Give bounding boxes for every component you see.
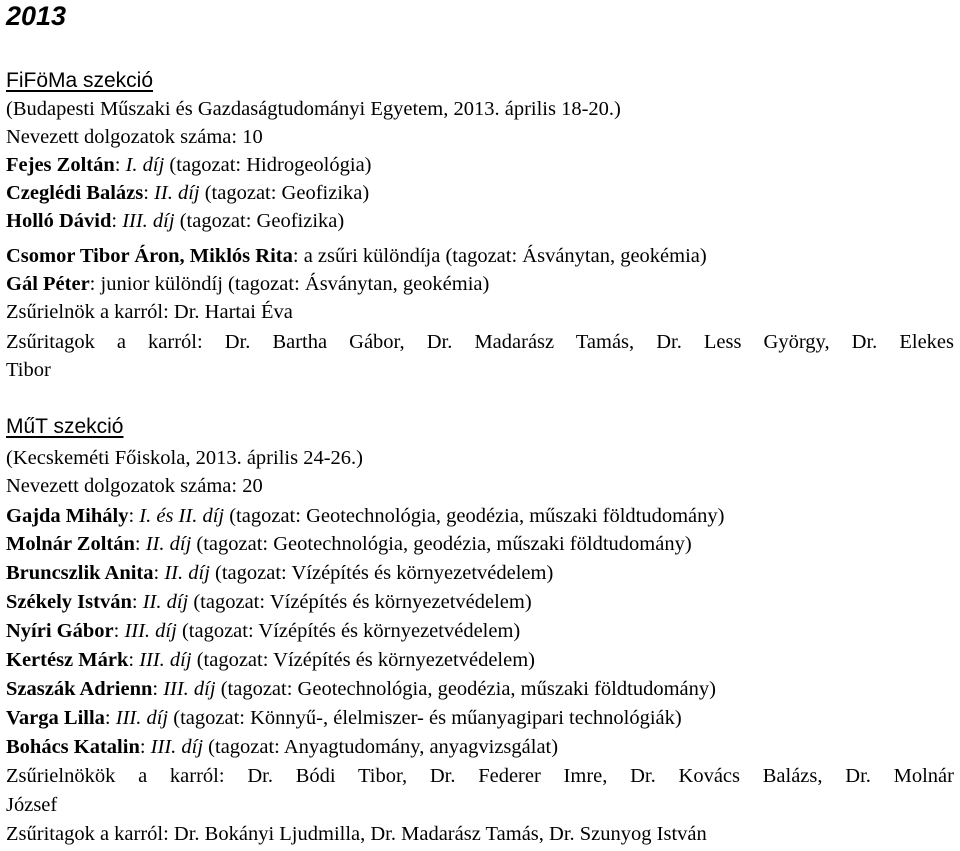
award-track: (tagozat: Geotechnológia, geodézia, műszaki földtudomány): [215, 678, 716, 700]
winner-name: Czeglédi Balázs: [6, 182, 144, 204]
award-track: (tagozat: Geofizika): [199, 182, 370, 204]
award-track: a zsűri különdíja (tagozat: Ásványtan, geokémia): [303, 245, 707, 267]
award-track: (tagozat: Geofizika): [174, 210, 345, 232]
award-track: (tagozat: Vízépítés és környezetvédelem): [188, 591, 532, 613]
winner-name: Kertész Márk: [6, 649, 129, 671]
award-track: (tagozat: Vízépítés és környezetvédelem): [191, 649, 535, 671]
award-track: junior különdíj (tagozat: Ásványtan, geokémia): [100, 273, 490, 295]
award-entry: Gál Péter: junior különdíj (tagozat: Ásványtan, geokémia): [6, 273, 490, 295]
award-entry: Gajda Mihály: I. és II. díj (tagozat: Geotechnológia, geodézia, műszaki földtudomány): [6, 505, 725, 527]
winner-name: Gajda Mihály: [6, 505, 129, 527]
award-rank: II. díj: [145, 533, 192, 555]
award-rank: III. díj: [122, 210, 175, 232]
award-rank: II. díj: [142, 591, 189, 613]
entry-count: Nevezett dolgozatok száma: 10: [6, 126, 263, 148]
award-entry: Szaszák Adrienn: III. díj (tagozat: Geotechnológia, geodézia, műszaki földtudomány): [6, 678, 716, 700]
winner-name: Székely István: [6, 591, 132, 613]
award-entry: Kertész Márk: III. díj (tagozat: Vízépítés és környezetvédelem): [6, 649, 535, 671]
award-track: (tagozat: Vízépítés és környezetvédelem): [209, 562, 554, 584]
award-entry: Czeglédi Balázs: II. díj (tagozat: Geofizika): [6, 182, 370, 204]
jury-members: Zsűritagok a karról: Dr. Bartha Gábor, Dr. Madarász Tamás, Dr. Less György, Dr. Elekes: [6, 331, 954, 353]
award-track: (tagozat: Könnyű-, élelmiszer- és műanyagipari technológiák): [168, 707, 682, 729]
award-track: (tagozat: Geotechnológia, geodézia, műszaki földtudomány): [191, 533, 692, 555]
award-rank: III. díj: [124, 620, 177, 642]
winner-name: Szaszák Adrienn: [6, 678, 153, 700]
award-entry: Varga Lilla: III. díj (tagozat: Könnyű-, élelmiszer- és műanyagipari technológiák): [6, 707, 682, 729]
entry-count: Nevezett dolgozatok száma: 20: [6, 475, 263, 497]
section-title-mut[interactable]: MűT szekció: [6, 415, 124, 438]
jury-chair: Zsűrielnök a karról: Dr. Hartai Éva: [6, 301, 293, 323]
award-track: (tagozat: Anyagtudomány, anyagvizsgálat): [203, 736, 559, 758]
award-entry: Nyíri Gábor: III. díj (tagozat: Vízépítés és környezetvédelem): [6, 620, 521, 642]
winner-name: Molnár Zoltán: [6, 533, 135, 555]
winner-name: Nyíri Gábor: [6, 620, 114, 642]
jury-chairs-continued: József: [6, 794, 58, 816]
winner-name: Fejes Zoltán: [6, 154, 115, 176]
award-rank: II. díj: [164, 562, 210, 584]
winner-name: Varga Lilla: [6, 707, 105, 729]
award-track: (tagozat: Hidrogeológia): [164, 154, 372, 176]
winner-name: Bruncszlik Anita: [6, 562, 154, 584]
award-entry: Fejes Zoltán: I. díj (tagozat: Hidrogeológia): [6, 154, 372, 176]
award-rank: I. és II. díj: [139, 505, 225, 527]
year-heading: 2013: [6, 1, 67, 31]
award-entry: Bohács Katalin: III. díj (tagozat: Anyagtudomány, anyagvizsgálat): [6, 736, 559, 758]
winner-name: Gál Péter: [6, 273, 90, 295]
jury-members-continued: Tibor: [6, 359, 51, 381]
award-entry: Molnár Zoltán: II. díj (tagozat: Geotechnológia, geodézia, műszaki földtudomány): [6, 533, 692, 555]
award-rank: III. díj: [139, 649, 192, 671]
section-title-fifoma[interactable]: FiFöMa szekció: [6, 69, 154, 92]
section-venue: (Budapesti Műszaki és Gazdaságtudományi Egyetem, 2013. április 18-20.): [6, 98, 621, 120]
award-rank: III. díj: [115, 707, 169, 729]
winner-name: Bohács Katalin: [6, 736, 140, 758]
winner-name: Csomor Tibor Áron, Miklós Rita: [6, 245, 293, 267]
award-entry: Székely István: II. díj (tagozat: Vízépítés és környezetvédelem): [6, 591, 532, 613]
section-venue: (Kecskeméti Főiskola, 2013. április 24-26.): [6, 447, 363, 469]
award-track: (tagozat: Geotechnológia, geodézia, műszaki földtudomány): [224, 505, 725, 527]
award-rank: II. díj: [154, 182, 200, 204]
jury-members: Zsűritagok a karról: Dr. Bokányi Ljudmilla, Dr. Madarász Tamás, Dr. Szunyog István: [6, 823, 707, 845]
award-rank: III. díj: [150, 736, 204, 758]
award-rank: III. díj: [163, 678, 216, 700]
award-track: (tagozat: Vízépítés és környezetvédelem): [176, 620, 521, 642]
award-entry: Holló Dávid: III. díj (tagozat: Geofizika): [6, 210, 345, 232]
award-rank: I. díj: [125, 154, 165, 176]
award-entry: Csomor Tibor Áron, Miklós Rita: a zsűri különdíja (tagozat: Ásványtan, geokémia): [6, 245, 707, 267]
winner-name: Holló Dávid: [6, 210, 112, 232]
jury-chairs: Zsűrielnökök a karról: Dr. Bódi Tibor, Dr. Federer Imre, Dr. Kovács Balázs, Dr. Molnár: [6, 765, 954, 787]
award-entry: Bruncszlik Anita: II. díj (tagozat: Vízépítés és környezetvédelem): [6, 562, 554, 584]
